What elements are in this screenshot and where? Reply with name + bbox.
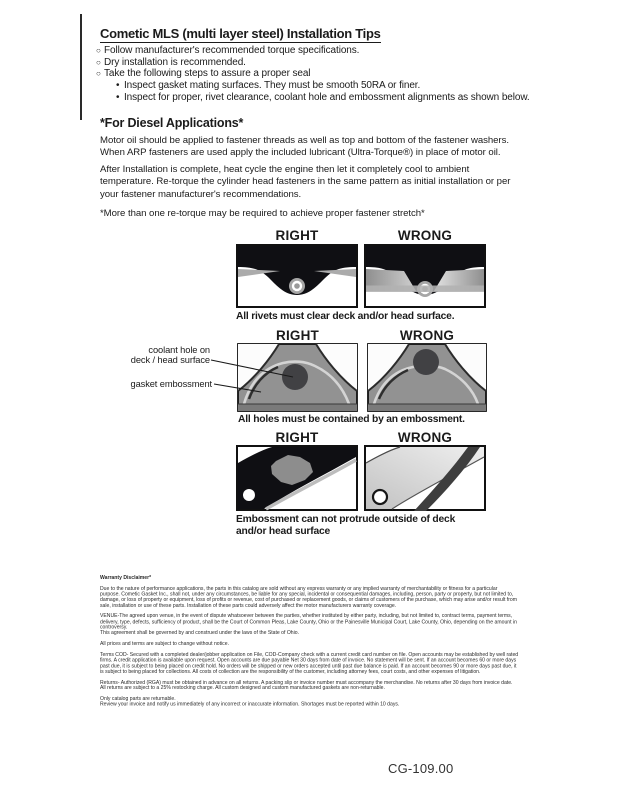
circle-bullet-icon: ○ <box>96 69 101 79</box>
deck-bottom-strip <box>368 404 486 411</box>
list-sub-item <box>116 92 530 104</box>
review-invoice-line: Review your invoice and notify us immediately of any incorrect or inaccurate information. Shortages must be reported within 10 days. <box>100 700 400 707</box>
list-item <box>96 45 530 57</box>
coolant-hole-callout-line1: coolant hole on <box>148 345 210 355</box>
dot-bullet-icon: • <box>116 91 120 103</box>
deck-bottom-strip <box>238 404 357 411</box>
gasket-embossment-callout: gasket embossment <box>130 379 212 389</box>
diagram2-right-label: RIGHT <box>276 328 319 343</box>
diesel-section-heading: *For Diesel Applications* <box>100 116 244 130</box>
scan-fold-mark <box>80 14 82 120</box>
terms-cod-paragraph: Terms COD- Secured with a completed dealer/jobber application on File, COD-Company check with a current credit card number on file. Open accounts may be established by well rated firms. A credit application is available upon request. Open accounts are due payable Net 30 days from date of invoice. No statement will be sent. If an account becomes 60 or more days past due, it is subject to being placed on credit hold. No orders will be shipped or new orders accepted until past due balance is paid. If an account becomes 90 or more days past due, it is subject to being placed for collections. All costs of collection are the responsibility of the customer, including attorney fees, court costs, and other expenses of litigation. <box>100 651 519 675</box>
diagram2-right-panel <box>237 343 358 412</box>
diagram1-caption: All rivets must clear deck and/or head surface. <box>236 311 455 322</box>
diagram2-wrong-label: WRONG <box>399 328 455 343</box>
catalog-parts-line: Only catalog parts are returnable. <box>100 695 176 702</box>
diesel-paragraph-1: Motor oil should be applied to fastener threads as well as top and bottom of the fastener washers. When ARP fasteners are used apply the included lubricant (Ultra-Torque®) in place of motor oil. <box>100 135 509 159</box>
list-item-label: Dry installation is recommended. <box>104 56 246 68</box>
list-item-label: Follow manufacturer's recommended torque specifications. <box>104 45 360 56</box>
list-item-label: Inspect for proper, rivet clearance, coolant hole and embossment alignments as shown below. <box>124 91 530 103</box>
diagram3-right-label: RIGHT <box>275 430 319 445</box>
diagram3-wrong-label: WRONG <box>397 430 453 445</box>
document-number: CG-109.00 <box>388 761 454 776</box>
bolt-hole-icon <box>243 489 255 501</box>
prices-line: All prices and terms are subject to change without notice. <box>100 640 229 647</box>
deck-band-over-rivet <box>366 286 484 293</box>
coolant-hole-callout-line2: deck / head surface <box>130 355 210 366</box>
bolt-hole-icon <box>373 490 387 504</box>
rivet-center <box>294 283 300 289</box>
returns-paragraph: Returns- Authorized (RGA) must be obtained in advance on all returns. A packing slip or invoice number must accompany the merchandise. No returns after 30 days from invoice date. All returns are subject to a 25% restocking charge. All custom designed and custom manufactured gaskets are non-returnable. <box>100 678 513 691</box>
page-title: Cometic MLS (multi layer steel) Installation Tips <box>100 26 381 41</box>
diagram3-caption: Embossment can not protrude outside of deck and/or head surface <box>236 514 456 537</box>
dot-bullet-icon: • <box>116 80 120 92</box>
diagram3-wrong-panel <box>364 445 486 511</box>
list-item <box>96 57 530 69</box>
diagram1-right-panel <box>236 244 358 308</box>
diagram3-right-panel <box>236 445 358 511</box>
coolant-hole-callout <box>98 345 210 366</box>
list-item-label: Inspect gasket mating surfaces. They must be smooth 50RA or finer. <box>124 80 421 92</box>
list-item <box>96 68 530 80</box>
warranty-disclaimer-paragraph: Due to the nature of performance applications, the parts in this catalog are sold without any express warranty or any implied warranty of merchantability or fitness for a particular purpose. Cometic Gasket Inc., shall not, under any circumstances, be liable for any special, incidental or consequential damages, including, person, party or property, but not limited to, damage, or loss of property or equipment, loss of profits or revenue, cost of purchased or replacement goods, or claims of customers of the purchase, which may arise and/or result from sale, installation or use of these parts. Installation of these parts could adversely affect the motor manufacturers warranty coverage. <box>100 585 517 609</box>
diagram1-wrong-panel <box>364 244 486 308</box>
coolant-hole-icon <box>282 364 308 390</box>
legal-section <box>100 575 520 777</box>
circle-bullet-icon: ○ <box>96 46 101 55</box>
coolant-hole-icon <box>413 349 439 375</box>
diagram1-wrong-label: WRONG <box>397 228 453 243</box>
installation-tips-list <box>96 45 530 103</box>
list-item-label: Take the following steps to assure a proper seal <box>104 68 311 80</box>
venue-paragraph: VENUE-The agreed upon venue, in the event of dispute whatsoever between the parties, whether instituted by either party, including, but not limited to, contract terms, payment terms, delivery, type, defects, sufficiency of product, shall be the Court of Common Pleas, Lake County, Ohio or the Painesville Municipal Court, Lake County, Ohio, depending on the amount in controversy. <box>100 612 517 631</box>
governing-law-line: This agreement shall be governed by and construed under the laws of the State of Ohio. <box>100 629 300 636</box>
diesel-note: *More than one re-torque may be required to achieve proper fastener stretch* <box>100 208 425 219</box>
diagram2-caption: All holes must be contained by an embossment. <box>238 414 465 425</box>
diagram2-wrong-panel <box>367 343 487 412</box>
circle-bullet-icon: ○ <box>96 57 101 67</box>
diesel-paragraph-2: After Installation is complete, heat cycle the engine then let it completely cool to ambient temperature. Re-torque the cylinder head fasteners in the same pattern as initial installation or per your fastener manufacturer's recommendations. <box>100 164 511 200</box>
list-sub-item <box>116 80 530 92</box>
legal-heading: Warranty Disclaimer* <box>100 574 152 581</box>
diagram1-right-label: RIGHT <box>275 228 319 243</box>
